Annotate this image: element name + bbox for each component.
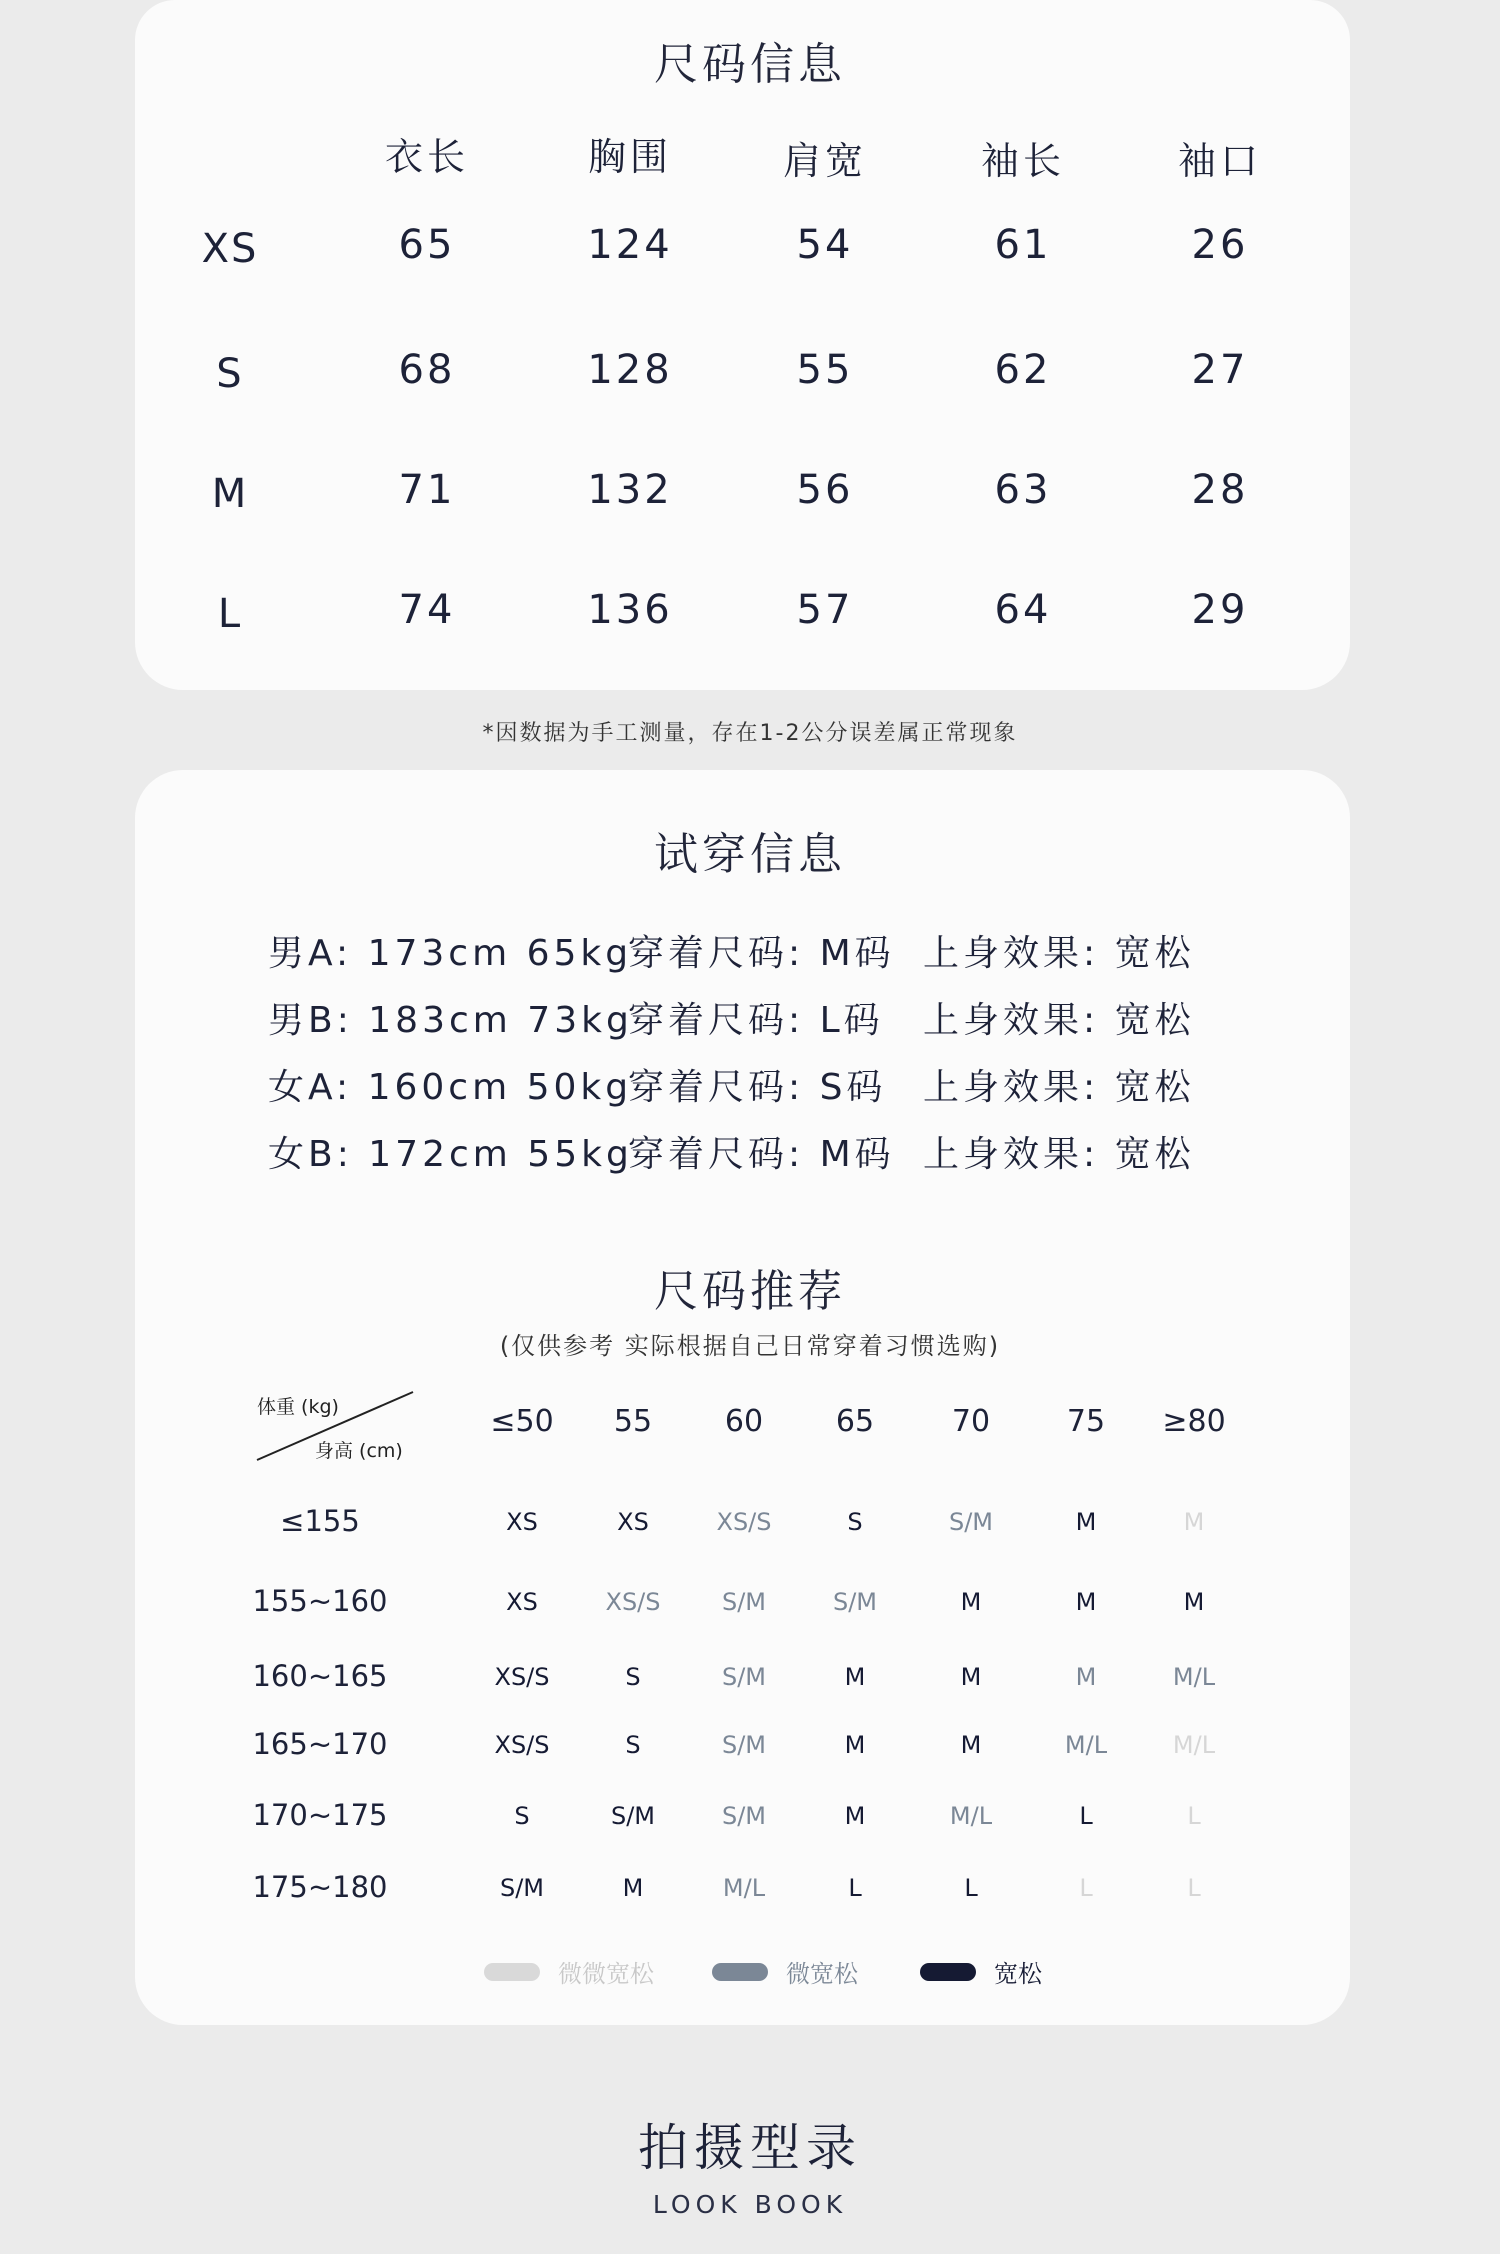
size-recommendation-cell: M bbox=[844, 1802, 866, 1830]
height-label: 160~165 bbox=[252, 1659, 388, 1693]
height-label: 170~175 bbox=[252, 1798, 388, 1832]
size-recommendation-cell: XS bbox=[506, 1508, 538, 1536]
tryon-entry bbox=[268, 925, 1195, 976]
size-recommendation-cell: S/M bbox=[721, 1802, 767, 1830]
tryon-size: 穿着尺码: M码 bbox=[628, 1134, 895, 1175]
size-recommendation-cell: S bbox=[847, 1508, 863, 1536]
table-cell: 29 bbox=[1191, 587, 1249, 633]
legend-item bbox=[484, 1954, 654, 1989]
size-recommendation-cell: L bbox=[1079, 1874, 1093, 1902]
table-corner-header bbox=[255, 1388, 415, 1464]
size-recommendation-cell: M bbox=[960, 1588, 982, 1616]
tryon-fit: 上身效果: 宽松 bbox=[923, 933, 1195, 974]
height-label: 165~170 bbox=[252, 1727, 388, 1761]
legend-item bbox=[712, 1954, 858, 1989]
size-recommendation-cell: M bbox=[1183, 1508, 1205, 1536]
size-recommendation-cell: S bbox=[625, 1663, 641, 1691]
size-recommendation-cell: S/M bbox=[948, 1508, 994, 1536]
size-recommendation-cell: M bbox=[1075, 1588, 1097, 1616]
size-recommendation-cell: L bbox=[848, 1874, 862, 1902]
size-label: S bbox=[216, 351, 244, 397]
table-cell: 61 bbox=[994, 222, 1052, 268]
table-cell: 71 bbox=[398, 467, 456, 513]
recommend-subtitle: (仅供参考 实际根据自己日常穿着习惯选购) bbox=[499, 1332, 1001, 1360]
legend-label: 微微宽松 bbox=[558, 1960, 654, 1988]
size-recommendation-cell: M bbox=[622, 1874, 644, 1902]
size-recommendation-cell: M bbox=[1183, 1588, 1205, 1616]
table-cell: 26 bbox=[1191, 222, 1249, 268]
table-cell: 62 bbox=[994, 347, 1052, 393]
size-recommendation-cell: S bbox=[625, 1731, 641, 1759]
table-cell: 27 bbox=[1191, 347, 1249, 393]
size-recommendation-cell: XS/S bbox=[605, 1588, 661, 1616]
column-header: 袖长 bbox=[980, 139, 1065, 183]
size-recommendation-cell: M/L bbox=[1172, 1731, 1216, 1759]
height-label: 175~180 bbox=[252, 1870, 388, 1904]
size-recommendation-cell: S/M bbox=[721, 1731, 767, 1759]
table-cell: 136 bbox=[587, 587, 673, 633]
size-recommendation-cell: L bbox=[1187, 1802, 1201, 1830]
size-recommendation-cell: S/M bbox=[610, 1802, 656, 1830]
weight-header: ≥80 bbox=[1162, 1404, 1226, 1439]
tryon-fit: 上身效果: 宽松 bbox=[923, 1134, 1195, 1175]
table-cell: 65 bbox=[398, 222, 456, 268]
weight-header: 75 bbox=[1066, 1404, 1106, 1439]
legend-swatch bbox=[920, 1963, 976, 1981]
table-cell: 68 bbox=[398, 347, 456, 393]
size-recommendation-cell: S/M bbox=[499, 1874, 545, 1902]
legend-swatch bbox=[712, 1963, 768, 1981]
size-recommendation-cell: M bbox=[1075, 1663, 1097, 1691]
height-label: 155~160 bbox=[252, 1584, 388, 1618]
size-recommendation-cell: M/L bbox=[1064, 1731, 1108, 1759]
table-cell: 132 bbox=[587, 467, 673, 513]
tryon-entry bbox=[268, 992, 1195, 1043]
size-recommendation-cell: M bbox=[960, 1731, 982, 1759]
column-header: 袖口 bbox=[1177, 139, 1262, 183]
size-recommendation-cell: L bbox=[964, 1874, 978, 1902]
table-cell: 124 bbox=[587, 222, 673, 268]
size-label: L bbox=[217, 591, 243, 637]
size-recommendation-cell: M bbox=[960, 1663, 982, 1691]
size-recommendation-cell: L bbox=[1187, 1874, 1201, 1902]
size-info-title: 尺码信息 bbox=[654, 39, 846, 90]
table-cell: 54 bbox=[796, 222, 854, 268]
size-recommendation-cell: S/M bbox=[721, 1663, 767, 1691]
tryon-title: 试穿信息 bbox=[654, 829, 846, 880]
table-cell: 55 bbox=[796, 347, 854, 393]
column-header: 肩宽 bbox=[782, 139, 867, 183]
tryon-fit: 上身效果: 宽松 bbox=[923, 1000, 1195, 1041]
size-recommendation-cell: S/M bbox=[832, 1588, 878, 1616]
weight-header: 60 bbox=[724, 1404, 764, 1439]
lookbook-subtitle: LOOK BOOK bbox=[652, 2190, 848, 2219]
size-recommendation-cell: M/L bbox=[949, 1802, 993, 1830]
legend-item bbox=[920, 1954, 1042, 1989]
weight-header: ≤50 bbox=[490, 1404, 554, 1439]
size-recommendation-cell: XS/S bbox=[494, 1731, 550, 1759]
size-recommendation-cell: M/L bbox=[722, 1874, 766, 1902]
height-label: ≤155 bbox=[280, 1504, 360, 1538]
weight-axis-label: 体重 (kg) bbox=[257, 1396, 339, 1418]
size-recommendation-cell: M bbox=[844, 1663, 866, 1691]
table-cell: 28 bbox=[1191, 467, 1249, 513]
lookbook-title: 拍摄型录 bbox=[638, 2119, 862, 2177]
tryon-size: 穿着尺码: L码 bbox=[628, 1000, 884, 1041]
weight-header: 70 bbox=[951, 1404, 991, 1439]
table-cell: 56 bbox=[796, 467, 854, 513]
recommend-title: 尺码推荐 bbox=[654, 1266, 846, 1317]
tryon-size: 穿着尺码: S码 bbox=[628, 1067, 887, 1108]
size-recommendation-cell: XS/S bbox=[716, 1508, 772, 1536]
tryon-entry bbox=[268, 1126, 1195, 1177]
table-cell: 64 bbox=[994, 587, 1052, 633]
size-recommendation-cell: XS bbox=[506, 1588, 538, 1616]
legend-label: 微宽松 bbox=[786, 1960, 858, 1988]
table-cell: 128 bbox=[587, 347, 673, 393]
size-recommendation-cell: S/M bbox=[721, 1588, 767, 1616]
height-axis-label: 身高 (cm) bbox=[315, 1440, 403, 1462]
size-recommendation-cell: L bbox=[1079, 1802, 1093, 1830]
size-recommendation-cell: XS/S bbox=[494, 1663, 550, 1691]
legend-swatch bbox=[484, 1963, 540, 1981]
tryon-person: 男B: 183cm 73kg bbox=[268, 1000, 633, 1041]
size-recommendation-cell: XS bbox=[617, 1508, 649, 1536]
column-header: 胸围 bbox=[587, 135, 672, 179]
table-cell: 57 bbox=[796, 587, 854, 633]
tryon-fit: 上身效果: 宽松 bbox=[923, 1067, 1195, 1108]
size-recommendation-cell: M bbox=[844, 1731, 866, 1759]
size-label: M bbox=[211, 471, 249, 517]
size-recommendation-cell: M bbox=[1075, 1508, 1097, 1536]
weight-header: 55 bbox=[613, 1404, 653, 1439]
size-recommendation-cell: M/L bbox=[1172, 1663, 1216, 1691]
weight-header: 65 bbox=[835, 1404, 875, 1439]
table-cell: 63 bbox=[994, 467, 1052, 513]
legend-label: 宽松 bbox=[994, 1960, 1042, 1988]
measurement-note: *因数据为手工测量，存在1-2公分误差属正常现象 bbox=[482, 721, 1018, 746]
tryon-person: 男A: 173cm 65kg bbox=[268, 933, 633, 974]
size-label: XS bbox=[201, 226, 259, 272]
column-header: 衣长 bbox=[384, 135, 469, 179]
tryon-person: 女A: 160cm 50kg bbox=[268, 1067, 633, 1108]
tryon-entry bbox=[268, 1059, 1195, 1110]
size-recommendation-cell: S bbox=[514, 1802, 530, 1830]
table-cell: 74 bbox=[398, 587, 456, 633]
tryon-person: 女B: 172cm 55kg bbox=[268, 1134, 633, 1175]
tryon-size: 穿着尺码: M码 bbox=[628, 933, 895, 974]
